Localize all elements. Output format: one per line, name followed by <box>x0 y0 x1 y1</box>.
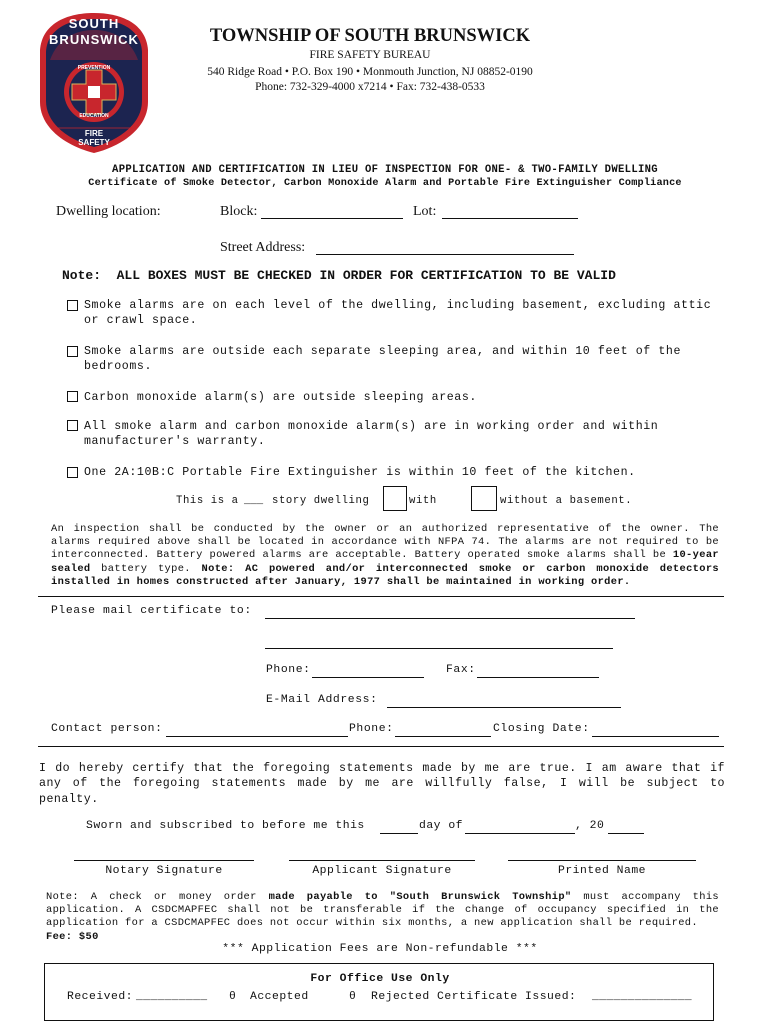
all-boxes-note: Note: ALL BOXES MUST BE CHECKED IN ORDER FOR CERTIFICATION TO BE VALID <box>62 268 616 283</box>
closing-date-field[interactable] <box>592 736 719 737</box>
checkbox-extinguisher[interactable] <box>67 467 78 478</box>
lot-field[interactable] <box>442 218 578 219</box>
story-prefix: This is a <box>176 495 239 507</box>
printed-name-field[interactable] <box>508 860 696 861</box>
logo-top-text-1: SOUTH <box>68 16 120 31</box>
inspection-paragraph: An inspection shall be conducted by the owner or an authorized representative of the owner. The alarms required above shall be located in accordance with NFPA 74. The alarms are not required to be interconnected. Battery powered alarms are acceptable. Battery operated smoke alarms shall be 10-year sealed battery type. Note: AC powered and/or interconnected smoke or carbon monoxide detectors installed in homes constructed after January, 1977 shall be maintained in working order. <box>51 523 720 588</box>
checklist-item-smoke-each-level: Smoke alarms are on each level of the dwelling, including basement, excluding attic or crawl space. <box>84 299 719 327</box>
nonrefundable-note: *** Application Fees are Non-refundable *** <box>222 943 538 955</box>
checkbox-smoke-each-level[interactable] <box>67 300 78 311</box>
sworn-year-label: , 20 <box>575 820 605 832</box>
sworn-month-field[interactable] <box>465 833 575 834</box>
bureau-phone: Phone: 732-329-4000 x7214 • Fax: 732-438-0533 <box>255 81 485 93</box>
township-title: TOWNSHIP OF SOUTH BRUNSWICK <box>209 26 531 46</box>
lot-label: Lot: <box>413 204 437 219</box>
notary-signature-label: Notary Signature <box>105 865 223 877</box>
email-field[interactable] <box>387 707 621 708</box>
mail-certificate-label: Please mail certificate to: <box>51 605 252 617</box>
checklist-item-extinguisher: One 2A:10B:C Portable Fire Extinguisher is within 10 feet of the kitchen. <box>84 466 636 479</box>
sworn-prefix: Sworn and subscribed to before me this <box>86 820 365 832</box>
without-label: without a basement. <box>500 495 633 507</box>
bureau-name: FIRE SAFETY BUREAU <box>309 49 431 61</box>
checkbox-working-order[interactable] <box>67 420 78 431</box>
rejected-label: Rejected Certificate Issued: <box>371 991 577 1003</box>
accepted-option-icon[interactable]: θ <box>229 991 236 1003</box>
section-divider <box>38 596 724 597</box>
block-label: Block: <box>220 204 258 219</box>
checkbox-with-basement[interactable] <box>383 486 407 511</box>
mail-address-line-2[interactable] <box>265 648 613 649</box>
mail-fax-label: Fax: <box>446 664 476 676</box>
closing-date-label: Closing Date: <box>493 723 590 735</box>
form-subtitle: Certificate of Smoke Detector, Carbon Monoxide Alarm and Portable Fire Extinguisher Compliance <box>88 178 682 189</box>
checkbox-without-basement[interactable] <box>471 486 497 511</box>
received-label: Received: <box>67 991 134 1003</box>
checkbox-co-alarm[interactable] <box>67 391 78 402</box>
mail-phone-field[interactable] <box>312 677 424 678</box>
accepted-label: Accepted <box>250 991 309 1003</box>
section-divider-2 <box>38 746 724 747</box>
fee-note: Note: A check or money order made payable to "South Brunswick Township" must accompany this application. A CSDCMAPFEC shall not be transferable if the change of occupancy specified in the application for a CSDCMAPFEC does not occur within six months, a new application shall be required. Fee: $50 <box>46 891 720 943</box>
logo-bottom-text-1: FIRE <box>84 129 104 138</box>
street-address-field[interactable] <box>316 254 574 255</box>
block-field[interactable] <box>261 218 403 219</box>
dwelling-location-label: Dwelling location: <box>56 204 161 219</box>
office-use-title: For Office Use Only <box>310 973 450 985</box>
logo-inner-text-2: EDUCATION <box>79 113 109 119</box>
received-field[interactable]: __________ <box>136 991 208 1003</box>
checklist-item-working-order: All smoke alarm and carbon monoxide alarm(s) are in working order and within manufacturer's warranty. <box>84 420 666 448</box>
applicant-signature-field[interactable] <box>289 860 475 861</box>
contact-phone-field[interactable] <box>395 736 491 737</box>
sworn-day-field[interactable] <box>380 833 418 834</box>
fire-safety-logo <box>36 10 152 156</box>
logo-top-text-2: BRUNSWICK <box>49 32 139 47</box>
mail-address-line-1[interactable] <box>265 618 635 619</box>
with-label: with <box>409 495 437 507</box>
story-suffix: story dwelling <box>272 495 370 507</box>
checklist-item-co-alarm: Carbon monoxide alarm(s) are outside sleeping areas. <box>84 391 477 404</box>
certification-statement: I do hereby certify that the foregoing statements made by me are true. I am aware that if any of the foregoing statements made by me are willfully false, I will be subject to penalty. <box>39 762 725 806</box>
issued-field[interactable]: ______________ <box>592 991 692 1003</box>
form-title: APPLICATION AND CERTIFICATION IN LIEU OF INSPECTION FOR ONE- & TWO-FAMILY DWELLING <box>112 164 658 176</box>
street-address-label: Street Address: <box>220 240 306 255</box>
printed-name-label: Printed Name <box>557 865 647 877</box>
office-use-box <box>44 963 714 1021</box>
sworn-day-label: day of <box>419 820 464 832</box>
contact-phone-label: Phone: <box>349 723 394 735</box>
logo-inner-text-1: PREVENTION <box>77 65 111 71</box>
sworn-year-field[interactable] <box>608 833 644 834</box>
contact-person-field[interactable] <box>166 736 348 737</box>
applicant-signature-label: Applicant Signature <box>312 865 452 877</box>
notary-signature-field[interactable] <box>74 860 254 861</box>
logo-bottom-text-2: SAFETY <box>78 138 110 147</box>
email-label: E-Mail Address: <box>266 694 378 706</box>
mail-phone-label: Phone: <box>266 664 311 676</box>
checkbox-smoke-sleeping-area[interactable] <box>67 346 78 357</box>
checklist-item-smoke-sleeping-area: Smoke alarms are outside each separate sleeping area, and within 10 feet of the bedrooms. <box>84 345 689 373</box>
story-count-field[interactable]: ___ <box>244 495 264 507</box>
bureau-address: 540 Ridge Road • P.O. Box 190 • Monmouth Junction, NJ 08852-0190 <box>207 66 533 78</box>
mail-fax-field[interactable] <box>477 677 599 678</box>
contact-person-label: Contact person: <box>51 723 163 735</box>
rejected-option-icon[interactable]: θ <box>349 991 356 1003</box>
